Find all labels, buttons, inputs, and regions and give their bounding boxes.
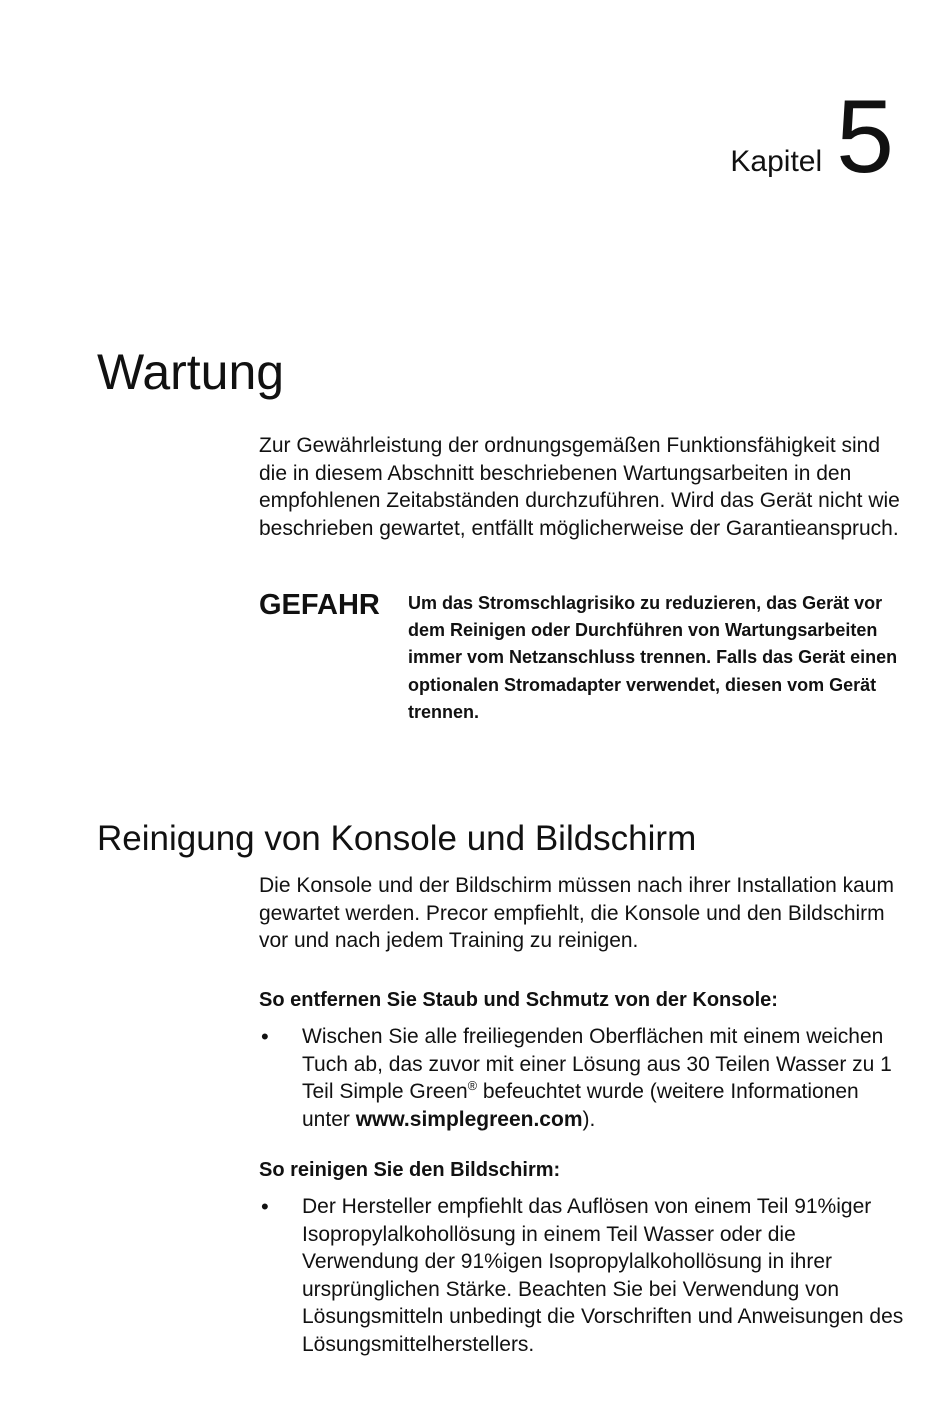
- console-cleaning-text: [302, 1023, 909, 1133]
- console-text-part2: befeuchtet wurde (weitere Informationen unter: [302, 1080, 859, 1131]
- registered-mark: ®: [467, 1079, 478, 1093]
- chapter-number: 5: [836, 79, 894, 195]
- intro-paragraph: Zur Gewährleistung der ordnungsgemäßen Funktionsfähigkeit sind die in diesem Abschnitt beschriebenen Wartungsarbeiten in den empfohlenen Zeitabständen durchzuführen. Wird das Gerät nicht wie beschrieben gewartet, entfällt möglicherweise der Garantieanspruch.: [259, 434, 900, 540]
- bullet-icon: •: [261, 1024, 269, 1049]
- chapter-label: [730, 79, 894, 195]
- console-cleaning-heading: So entfernen Sie Staub und Schmutz von der Konsole:: [259, 989, 778, 1011]
- console-text-part1: Wischen Sie alle freiliegenden Oberflächen mit einem weichen Tuch ab, das zuvor mit einer Lösung aus 30 Teilen Wasser zu 1 Teil Simple Green: [302, 1025, 892, 1103]
- console-text-part3: ).: [582, 1107, 596, 1131]
- danger-notice: [259, 588, 909, 726]
- chapter-word: Kapitel: [730, 144, 823, 178]
- page-title: Wartung: [97, 344, 285, 400]
- screen-cleaning-text: Der Hersteller empfiehlt das Auflösen von einem Teil 91%iger Isopropylalkohollösung in einem Teil Wasser oder die Verwendung der 91%igen Isopropylalkohollösung in ihrer ursprünglichen Stärke. Beachten Sie bei Verwendung von Lösungsmitteln unbedingt die Vorschriften und Anweisungen des Lösungsmittelherstellers.: [302, 1195, 904, 1356]
- list-item: [259, 1193, 909, 1358]
- list-item: [259, 1023, 909, 1133]
- section-heading: Reinigung von Konsole und Bildschirm: [97, 819, 697, 858]
- section-intro-paragraph: Die Konsole und der Bildschirm müssen nach ihrer Installation kaum gewartet werden. Precor empfiehlt, die Konsole und den Bildschirm vor und nach jedem Training zu reinigen.: [259, 874, 894, 952]
- screen-cleaning-heading: So reinigen Sie den Bildschirm:: [259, 1159, 561, 1181]
- danger-text: Um das Stromschlagrisiko zu reduzieren, das Gerät vor dem Reinigen oder Durchführen von Wartungsarbeiten immer vom Netzanschluss trennen. Falls das Gerät einen optionalen Stromadapter verwendet, diesen vom Gerät trennen.: [408, 593, 898, 722]
- simplegreen-link[interactable]: www.simplegreen.com: [355, 1107, 583, 1131]
- bullet-icon: •: [261, 1194, 269, 1219]
- danger-label: GEFAHR: [259, 589, 380, 621]
